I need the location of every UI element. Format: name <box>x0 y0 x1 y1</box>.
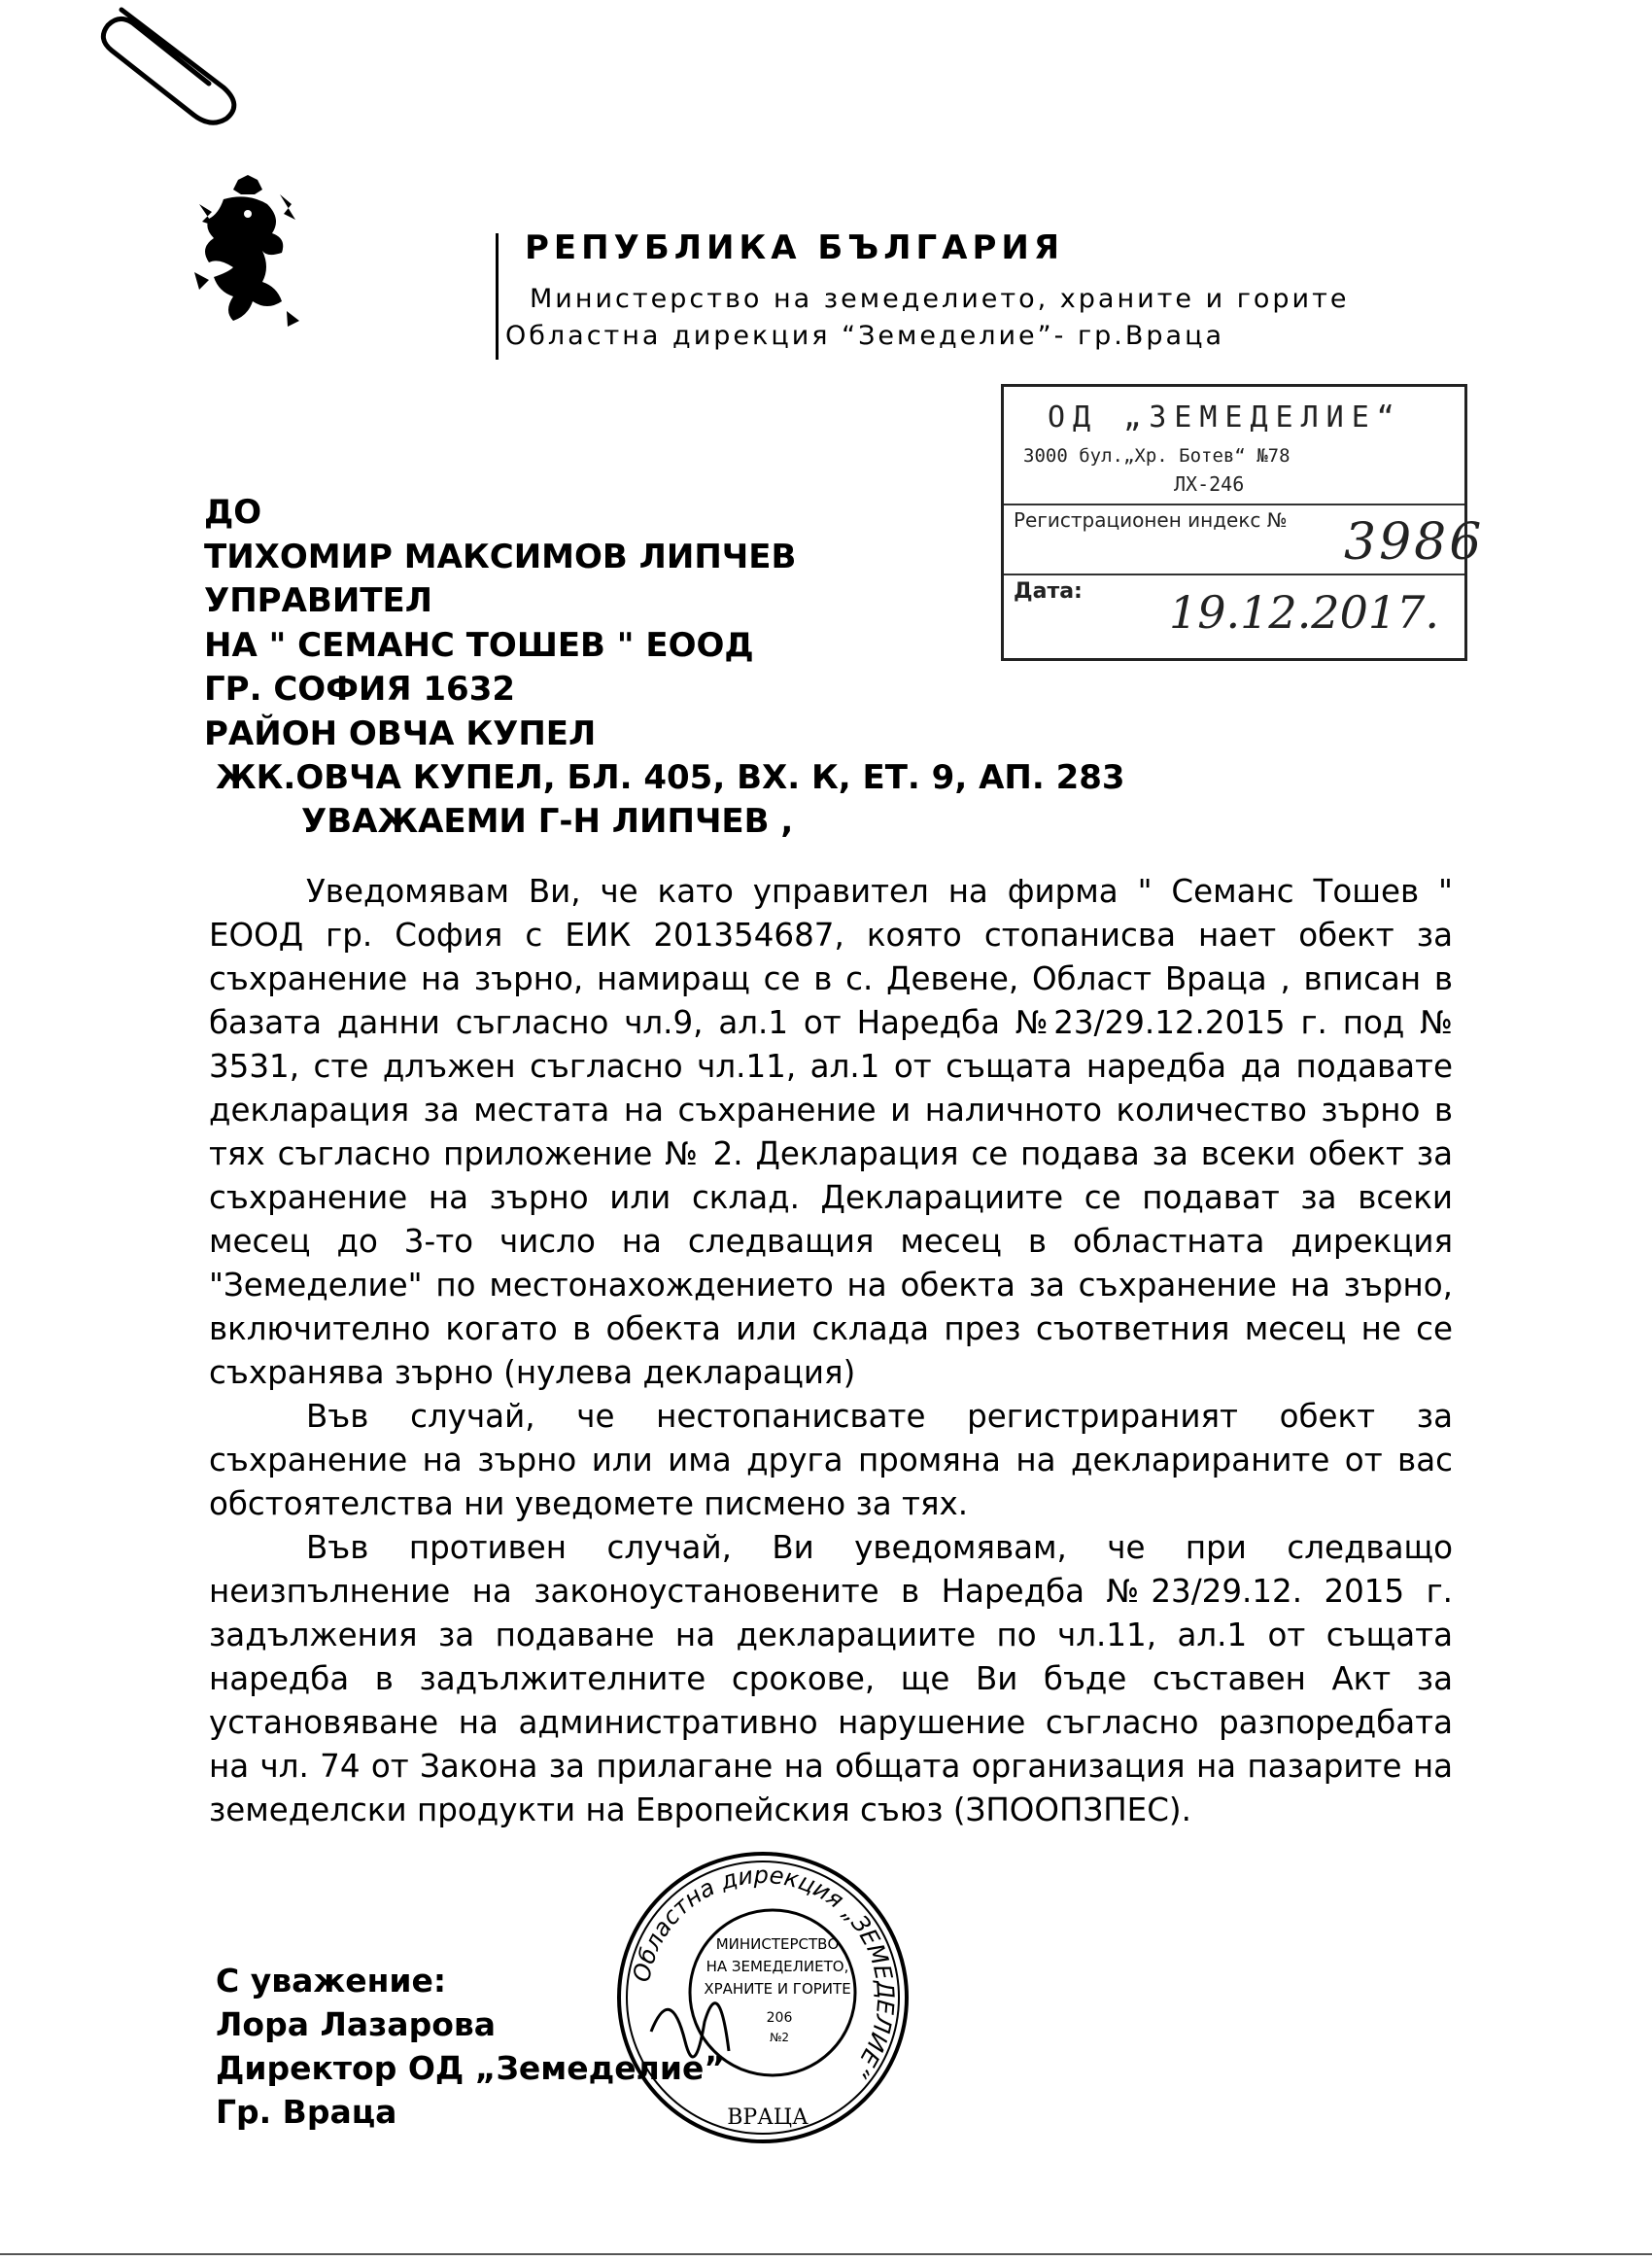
paper-clip-icon <box>92 0 248 126</box>
seal-inner-line: ХРАНИТЕ И ГОРИТЕ <box>704 1980 851 1998</box>
signature-scribble <box>651 2003 729 2057</box>
seal-bottom-text: ВРАЦА <box>727 2105 809 2130</box>
header-divider <box>496 233 499 360</box>
stamp-date: 19.12.2017. <box>1169 586 1439 639</box>
seal-ring-text: Областна дирекция „ЗЕМЕДЕЛИЕ“ <box>628 1861 900 2083</box>
recipient-line: ГР. СОФИЯ 1632 <box>204 670 516 709</box>
salutation: УВАЖАЕМИ Г-Н ЛИПЧЕВ , <box>301 802 794 841</box>
header-country: РЕПУБЛИКА БЪЛГАРИЯ <box>525 228 1064 267</box>
recipient-line: НА " СЕМАНС ТОШЕВ " ЕООД <box>204 625 754 665</box>
body-paragraph: Уведомявам Ви, че като управител на фирма " Семанс Тошев " ЕООД гр. София с ЕИК 201354687, която стопанисва нает обект за съхранение на зърно, намиращ се в с. Девене, Област Враца , вписан в базата данни съгласно чл.9, ал.1 от Наредба №23/29.12.2015 г. под № 3531, сте длъжен съгласно чл.11, ал.1 от същата наредба да подавате декларация за местата на съхранение и наличното количество зърно в тях съгласно приложение № 2. Декларация се подава за всеки обект за съхранение на зърно или склад. Декларациите се подават за всеки месец до 3-то число на следващия месец в областната дирекция "Земеделие" по местонахождението на обекта за съхранение на зърно, включително когато в обекта или склада през съответния месец не се съхранява зърно (нулева декларация) <box>209 873 1453 1391</box>
stamp-date-label: Дата: <box>1014 579 1083 604</box>
recipient-line: ДО <box>204 493 262 532</box>
signatory-name: Лора Лазарова <box>216 2005 497 2043</box>
stamp-reg-number: 3986 <box>1344 513 1485 572</box>
signatory-title: Директор ОД „Земеделие” <box>216 2049 726 2087</box>
stamp-code: ЛХ-246 <box>1174 472 1245 496</box>
body-paragraph: Във противен случай, Ви уведомявам, че при следващо неизпълнение на законоустановените в Наредба №23/29.12. 2015 г. задължения за подаване на декларациите по чл.11, ал.1 от същата наредба в задължителните срокове, ще Ви бъде съставен Акт за установяване на административно нарушение съгласно разпоредбата на чл. 74 от Закона за прилагане на общата организация на пазарите на земеделски продукти на Европейския съюз (ЗПООПЗПЕС). <box>209 1529 1453 1828</box>
seal-number: 206 <box>766 2010 793 2026</box>
letter-body <box>209 870 1453 1832</box>
recipient-line: УПРАВИТЕЛ <box>204 581 432 620</box>
stamp-reg-index-label: Регистрационен индекс № <box>1014 508 1288 532</box>
lion-coat-of-arms-icon <box>194 175 301 330</box>
body-paragraph: Във случай, че нестопанисвате регистрираният обект за съхранение на зърно или има друга промяна на декларираните от вас обстоятелства ни уведомете писмено за тях. <box>209 1398 1453 1522</box>
stamp-org: ОД „ЗЕМЕДЕЛИЕ“ <box>1048 400 1402 435</box>
official-round-seal <box>612 1847 913 2148</box>
recipient-line: ТИХОМИР МАКСИМОВ ЛИПЧЕВ <box>204 537 797 576</box>
closing-regards: С уважение: <box>216 1962 447 2000</box>
header-regional-directorate: Областна дирекция “Земеделие”- гр.Враца <box>505 321 1225 351</box>
recipient-address <box>204 491 1125 801</box>
seal-inner-line: НА ЗЕМЕДЕЛИЕТО, <box>706 1958 849 1975</box>
recipient-line: РАЙОН ОВЧА КУПЕЛ <box>204 713 597 753</box>
signatory-city: Гр. Враца <box>216 2093 397 2131</box>
recipient-line: ЖК.ОВЧА КУПЕЛ, БЛ. 405, ВХ. К, ЕТ. 9, АП. 283 <box>216 758 1125 797</box>
header-ministry: Министерство на земеделието, храните и горите <box>530 284 1350 314</box>
stamp-address: 3000 бул.„Хр. Ботев“ №78 <box>1023 445 1291 467</box>
seal-sub-number: №2 <box>769 2031 790 2044</box>
page-bottom-line <box>0 2253 1652 2255</box>
seal-inner-line: МИНИСТЕРСТВО <box>715 1935 840 1953</box>
